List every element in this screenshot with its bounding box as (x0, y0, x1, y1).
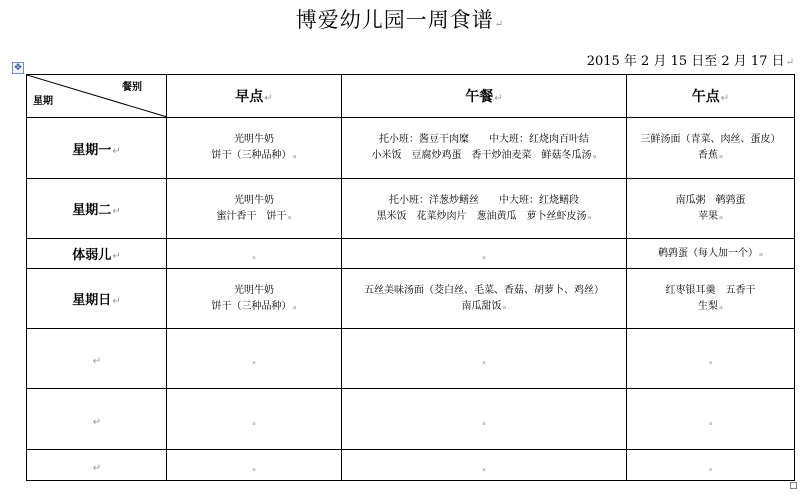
snack-menu-line: 南瓜粥 鹌鹑蛋 (675, 194, 746, 206)
table-row (27, 179, 795, 239)
breakfast-menu-line: 光明牛奶 (234, 194, 274, 206)
snack-cell: ₐ (627, 329, 795, 389)
header-meal-label: 餐别 (122, 82, 142, 93)
lunch-cell: ₐ (342, 450, 627, 481)
breakfast-menu-line: 光明牛奶 (234, 134, 274, 145)
lunch-menu-line: 小米饭 豆腐炒鸡蛋 香干炒油麦菜 鲜菇冬瓜汤ₐ (371, 150, 597, 161)
weekday-cell: ↵ (27, 329, 167, 389)
header-snack: 午点↵ (627, 75, 795, 118)
weekday-label: 星期日 (72, 293, 112, 308)
snack-cell: ₐ (627, 389, 795, 450)
breakfast-cell (167, 118, 342, 179)
date-range: 2015 年 2 月 15 日至 2 月 17 日↵ (586, 54, 794, 69)
breakfast-menu-line: 饼干（三种品种）ₐ (211, 300, 297, 312)
weekday-cell: ↵ (27, 450, 167, 481)
breakfast-cell (167, 179, 342, 239)
snack-menu-line: 生梨ₐ (698, 300, 723, 312)
breakfast-menu-line: 饼干（三种品种）ₐ (211, 150, 297, 161)
breakfast-cell (167, 269, 342, 329)
weekday-label: 星期二 (72, 203, 112, 218)
snack-menu-line: 三鲜汤面（青菜、肉丝、蛋皮） (640, 134, 781, 145)
breakfast-cell: ₐ (167, 389, 342, 450)
weekday-cell: 体弱儿↵ (27, 239, 167, 269)
weekday-cell: 星期一↵ (27, 118, 167, 179)
table-resize-handle[interactable] (790, 482, 797, 489)
snack-menu-line: 红枣银耳羹 五香干 (665, 284, 756, 296)
breakfast-menu-line: 光明牛奶 (234, 284, 274, 296)
header-breakfast: 早点↵ (167, 75, 342, 118)
weekday-cell: 星期二↵ (27, 179, 167, 239)
lunch-cell: ₐ (342, 389, 627, 450)
lunch-cell: ₐ (342, 239, 627, 269)
table-move-handle-icon[interactable]: ✥ (12, 62, 24, 74)
snack-cell (627, 179, 795, 239)
header-corner-cell (27, 75, 167, 118)
snack-cell (627, 118, 795, 179)
breakfast-cell: ₐ (167, 450, 342, 481)
table-row (27, 329, 795, 389)
snack-cell (627, 269, 795, 329)
lunch-cell: ₐ (342, 329, 627, 389)
table-row (27, 269, 795, 329)
weekday-label: 星期一 (72, 142, 112, 158)
lunch-menu-line: 托小班：洋葱炒鳝丝 中大班：红烧鳝段 (389, 194, 579, 206)
weekday-cell: 星期日↵ (27, 269, 167, 329)
snack-cell: ₐ (627, 450, 795, 481)
lunch-menu-line: 五丝美味汤面（茭白丝、毛菜、香菇、胡萝卜、鸡丝） (364, 284, 604, 296)
weekday-label: 体弱儿 (72, 248, 112, 263)
lunch-menu-line: 黑米饭 花菜炒肉片 葱油黄瓜 萝卜丝虾皮汤ₐ (376, 210, 592, 222)
table-header-row (27, 75, 795, 118)
breakfast-cell: ₐ (167, 329, 342, 389)
table-row (27, 450, 795, 481)
table-row (27, 239, 795, 269)
snack-menu-line: 香蕉ₐ (698, 150, 723, 161)
header-weekday-label: 星期 (33, 96, 53, 107)
lunch-menu-line: 南瓜甜饭ₐ (461, 300, 507, 312)
lunch-menu-line: 托小班：酱豆干肉糜 中大班：红烧肉百叶结 (379, 134, 589, 145)
lunch-cell (342, 118, 627, 179)
table-row (27, 118, 795, 179)
weekly-menu-table (26, 74, 795, 481)
lunch-cell (342, 179, 627, 239)
header-lunch: 午餐↵ (342, 75, 627, 118)
document-title: 博爱幼儿园一周食谱↵ (295, 8, 505, 32)
lunch-cell (342, 269, 627, 329)
snack-cell (627, 239, 795, 269)
breakfast-cell: ₐ (167, 239, 342, 269)
snack-menu-line: 苹果ₐ (698, 210, 723, 222)
breakfast-menu-line: 蜜汁香干 饼干ₐ (216, 210, 292, 222)
snack-menu-line: 鹌鹑蛋（每人加一个）ₐ (658, 247, 763, 259)
table-row (27, 389, 795, 450)
weekday-cell: ↵ (27, 389, 167, 450)
